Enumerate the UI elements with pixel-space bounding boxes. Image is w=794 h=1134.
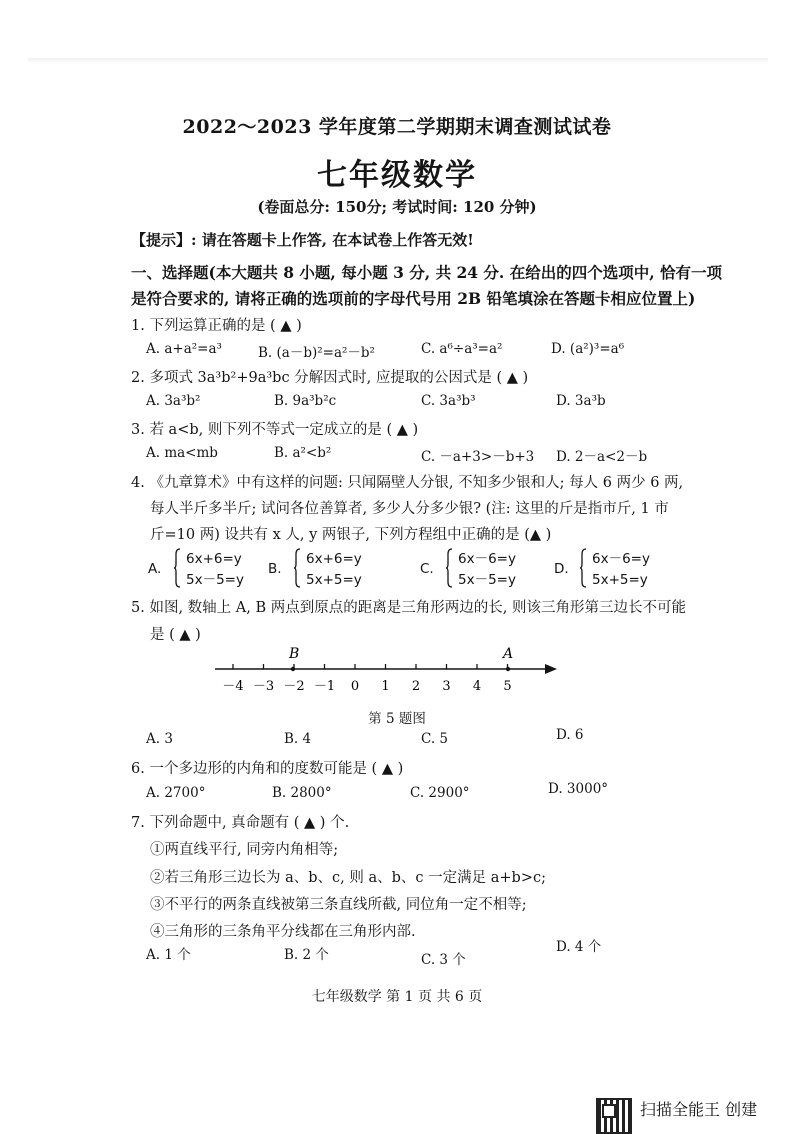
left-brace-icon (446, 548, 453, 588)
section-heading-line1: 一、选择题(本大题共 8 小题, 每小题 3 分, 共 24 分. 在给出的四个选项中, 恰有一项 (131, 263, 723, 282)
q4-b-eq1: 6x+6=y (306, 551, 362, 567)
q6-option-a: A. 2700° (146, 785, 206, 801)
scanner-watermark: 扫描全能王 创建 (640, 1100, 758, 1119)
left-brace-icon (580, 548, 587, 588)
q2-option-d: D. 3a³b (556, 393, 606, 409)
q6-option-d: D. 3000° (548, 781, 609, 797)
tick-label: 3 (442, 679, 451, 694)
q1-option-b: B. (a－b)²=a²－b² (258, 345, 375, 361)
q4-a-eq1: 6x+6=y (186, 551, 242, 567)
tick-label: 1 (381, 679, 390, 694)
arrow-right-icon (545, 664, 557, 674)
tick-label: 5 (503, 679, 512, 694)
q7-option-c: C. 3 个 (421, 952, 466, 968)
q4-d-eq2: 5x+5=y (592, 572, 648, 588)
left-brace-icon (294, 548, 301, 588)
number-line-figure (205, 640, 565, 700)
q7-option-a: A. 1 个 (146, 947, 191, 963)
question-5-line1: 5. 如图, 数轴上 A, B 两点到原点的距离是三角形两边的长, 则该三角形第三边长不可能 (131, 600, 686, 616)
tick-label: －1 (313, 679, 336, 694)
tick-label: －3 (252, 679, 275, 694)
q6-option-c: C. 2900° (410, 785, 470, 801)
question-5-line2: 是 ( ▲ ) (150, 627, 201, 643)
question-2-stem: 2. 多项式 3a³b²+9a³bc 分解因式时, 应提取的公因式是 ( ▲ ) (131, 370, 529, 386)
q2-option-c: C. 3a³b³ (421, 393, 476, 409)
question-4-line2: 每人半斤多半斤; 试问各位善算者, 多少人分多少银? (注: 这里的斤是指市斤, 1 市 (150, 501, 669, 517)
question-3-stem: 3. 若 a<b, 则下列不等式一定成立的是 ( ▲ ) (131, 422, 419, 438)
q4-option-a-label: A. (148, 561, 162, 577)
question-1-stem: 1. 下列运算正确的是 ( ▲ ) (131, 318, 302, 334)
q7-statement-1: ①两直线平行, 同旁内角相等; (150, 842, 339, 858)
q7-option-b: B. 2 个 (284, 947, 329, 963)
tick-label: 0 (350, 679, 360, 694)
scan-shadow (28, 58, 768, 64)
q1-option-c: C. a⁶÷a³=a² (421, 341, 503, 357)
tick-label: －2 (283, 679, 305, 694)
q3-option-b: B. a²<b² (274, 445, 332, 461)
q4-option-d-label: D. (554, 561, 569, 577)
point-a-label: A (503, 646, 514, 662)
q5-option-b: B. 4 (284, 731, 312, 747)
q5-option-c: C. 5 (421, 731, 449, 747)
q6-option-b: B. 2800° (272, 785, 332, 801)
exam-title: 2022～2023 学年度第二学期期末调查测试试卷 (182, 116, 612, 138)
q5-option-a: A. 3 (146, 731, 173, 747)
point-b-label: B (289, 646, 300, 662)
tick-label: －4 (222, 679, 244, 694)
point-a-dot (506, 667, 510, 671)
question-4-line1: 4. 《九章算术》中有这样的问题: 只闻隔壁人分银, 不知多少银和人; 每人 6 两少 6 两, (131, 475, 684, 491)
q3-option-a: A. ma<mb (146, 445, 218, 461)
q7-statement-2: ②若三角形三边长为 a、b、c, 则 a、b、c 一定满足 a+b>c; (150, 870, 546, 886)
figure-caption: 第 5 题图 (368, 711, 426, 727)
q3-option-c: C. －a+3>－b+3 (421, 449, 535, 465)
q7-option-d: D. 4 个 (556, 939, 602, 955)
answer-tip: 【提示】: 请在答题卡上作答, 在本试卷上作答无效! (131, 231, 474, 249)
question-6-stem: 6. 一个多边形的内角和的度数可能是 ( ▲ ) (131, 761, 404, 777)
q7-statement-3: ③不平行的两条直线被第三条直线所截, 同位角一定不相等; (150, 897, 527, 913)
q4-c-eq2: 5x－5=y (458, 572, 516, 588)
left-brace-icon (174, 548, 181, 588)
q2-option-a: A. 3a³b² (146, 393, 201, 409)
q4-b-eq2: 5x+5=y (306, 572, 362, 588)
tick-label: 2 (411, 679, 421, 694)
qr-code-icon (596, 1098, 632, 1134)
q4-option-c-label: C. (420, 561, 434, 577)
question-7-stem: 7. 下列命题中, 真命题有 ( ▲ ) 个. (131, 815, 350, 831)
q4-d-eq1: 6x－6=y (592, 551, 650, 567)
question-4-line3: 斤=10 两) 设共有 x 人, y 两银子, 下列方程组中正确的是 (▲ ) (150, 527, 552, 543)
q4-option-b-label: B. (268, 561, 282, 577)
section-heading-line2: 是符合要求的, 请将正确的选项前的字母代号用 2B 铅笔填涂在答题卡相应位置上) (131, 289, 696, 308)
q7-statement-4: ④三角形的三条角平分线都在三角形内部. (150, 924, 416, 940)
subject-title: 七年级数学 (317, 158, 477, 193)
q3-option-d: D. 2－a<2－b (556, 449, 648, 465)
q1-option-d: D. (a²)³=a⁶ (551, 341, 625, 357)
exam-info: (卷面总分: 150分; 考试时间: 120 分钟) (257, 198, 537, 216)
page-footer: 七年级数学 第 1 页 共 6 页 (311, 989, 483, 1005)
q2-option-b: B. 9a³b²c (274, 393, 337, 409)
tick-label: 4 (472, 679, 482, 694)
q1-option-a: A. a+a²=a³ (146, 341, 222, 357)
q5-option-d: D. 6 (556, 727, 584, 743)
q4-a-eq2: 5x－5=y (186, 572, 244, 588)
point-b-dot (291, 667, 295, 671)
q4-c-eq1: 6x－6=y (458, 551, 516, 567)
